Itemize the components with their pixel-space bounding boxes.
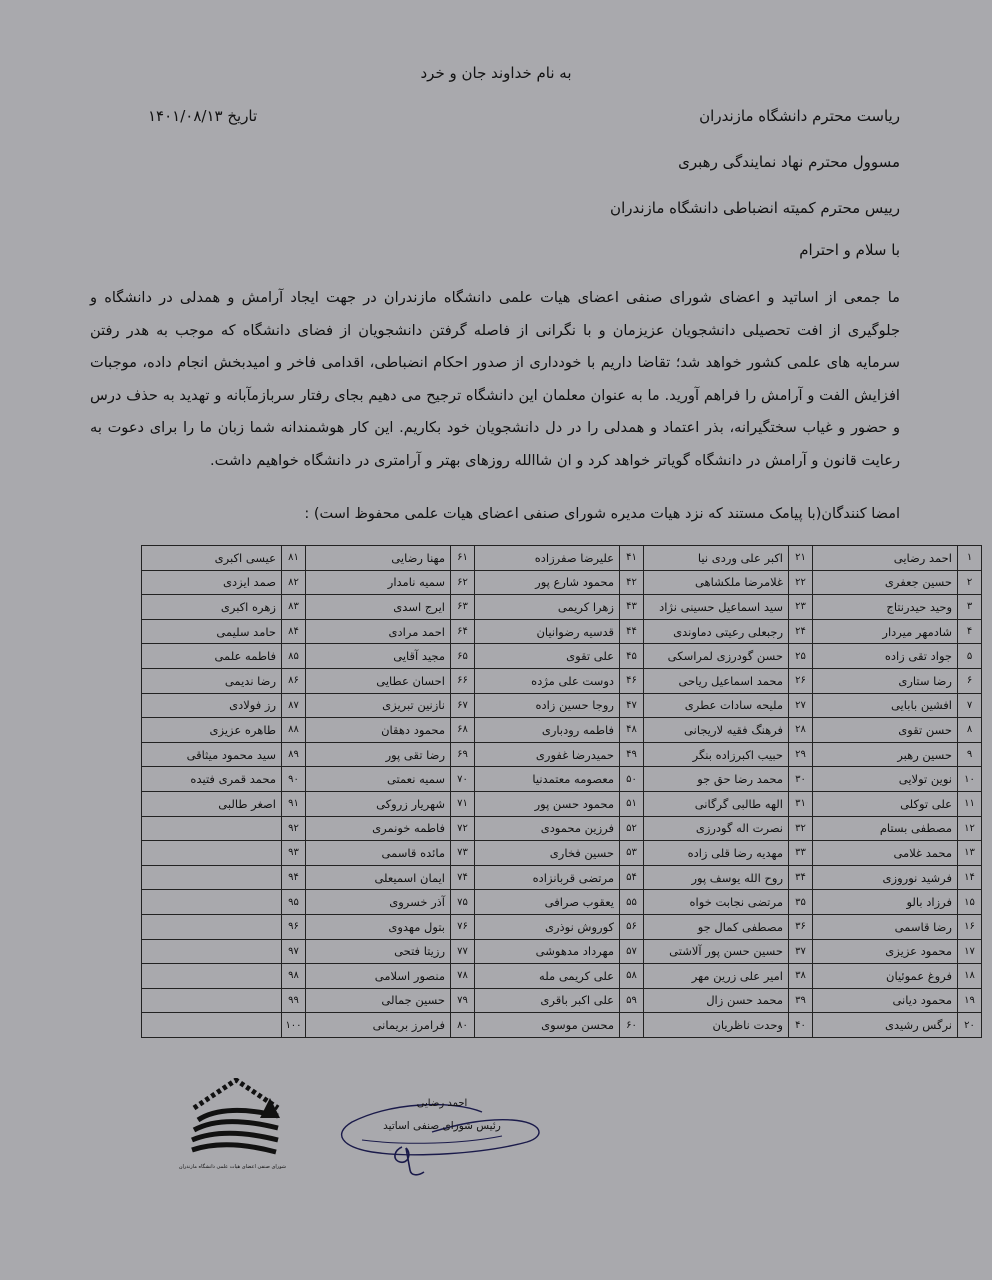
signer-name-cell: فاطمه خونمری xyxy=(306,816,451,841)
row-number-cell: ۶۱ xyxy=(451,546,475,571)
signer-name-cell: فرامرز بریمانی xyxy=(306,1013,451,1038)
row-number-cell: ۸۷ xyxy=(282,693,306,718)
signer-name-cell: زهرا کریمی xyxy=(475,595,620,620)
signer-name-cell: عیسی اکبری xyxy=(142,546,282,571)
row-number-cell: ۹۷ xyxy=(282,939,306,964)
row-number-cell: ۱۵ xyxy=(958,890,982,915)
row-number-cell: ۳۸ xyxy=(789,964,813,989)
row-number-cell: ۷۹ xyxy=(451,988,475,1013)
row-number-cell: ۲۳ xyxy=(789,595,813,620)
letter-date: تاریخ ۱۴۰۱/۰۸/۱۳ xyxy=(148,107,258,125)
table-row xyxy=(142,767,982,792)
signer-name-cell: افشین بابایی xyxy=(813,693,958,718)
signer-name-cell: حسن تقوی xyxy=(813,718,958,743)
row-number-cell: ۱۹ xyxy=(958,988,982,1013)
row-number-cell: ۴۸ xyxy=(620,718,644,743)
table-row xyxy=(142,546,982,571)
row-number-cell: ۶۵ xyxy=(451,644,475,669)
signer-name-cell xyxy=(142,964,282,989)
row-number-cell: ۳۶ xyxy=(789,914,813,939)
signer-name-cell: رجبعلی رعیتی دماوندی xyxy=(644,619,789,644)
row-number-cell: ۷۳ xyxy=(451,841,475,866)
signer-name-cell: رضا ندیمی xyxy=(142,668,282,693)
row-number-cell: ۸۳ xyxy=(282,595,306,620)
row-number-cell: ۱۰۰ xyxy=(282,1013,306,1038)
signer-name-cell: سید اسماعیل حسینی نژاد xyxy=(644,595,789,620)
row-number-cell: ۸۹ xyxy=(282,742,306,767)
signer-name-cell: فاطمه علمی xyxy=(142,644,282,669)
signer-name-cell: محمد اسماعیل ریاحی xyxy=(644,668,789,693)
row-number-cell: ۳۰ xyxy=(789,767,813,792)
row-number-cell: ۳۷ xyxy=(789,939,813,964)
row-number-cell: ۷۱ xyxy=(451,791,475,816)
row-number-cell: ۱۷ xyxy=(958,939,982,964)
signer-name-cell: معصومه معتمدنیا xyxy=(475,767,620,792)
table-row xyxy=(142,619,982,644)
signer-name-cell xyxy=(142,841,282,866)
table-row xyxy=(142,841,982,866)
signer-name-cell: قدسیه رضوانیان xyxy=(475,619,620,644)
row-number-cell: ۵۹ xyxy=(620,988,644,1013)
signer-name-cell: رضا ستاری xyxy=(813,668,958,693)
row-number-cell: ۳۹ xyxy=(789,988,813,1013)
row-number-cell: ۶۶ xyxy=(451,668,475,693)
row-number-cell: ۲۸ xyxy=(789,718,813,743)
row-number-cell: ۴۷ xyxy=(620,693,644,718)
row-number-cell: ۶۳ xyxy=(451,595,475,620)
row-number-cell: ۸۰ xyxy=(451,1013,475,1038)
signer-name-cell: نصرت اله گودرزی xyxy=(644,816,789,841)
row-number-cell: ۳۳ xyxy=(789,841,813,866)
signer-name-cell: علی تقوی xyxy=(475,644,620,669)
row-number-cell: ۶۷ xyxy=(451,693,475,718)
signer-name-cell: احمد مرادی xyxy=(306,619,451,644)
signer-name-cell: محمود شارع پور xyxy=(475,570,620,595)
row-number-cell: ۵۵ xyxy=(620,890,644,915)
row-number-cell: ۹ xyxy=(958,742,982,767)
signer-name-cell xyxy=(142,1013,282,1038)
signer-name-cell: مجید آقایی xyxy=(306,644,451,669)
signer-name-cell: روجا حسین زاده xyxy=(475,693,620,718)
signer-name-cell: صمد ایزدی xyxy=(142,570,282,595)
signer-name-cell: مرتضی قربانزاده xyxy=(475,865,620,890)
signer-name-cell: طاهره عزیزی xyxy=(142,718,282,743)
row-number-cell: ۹۴ xyxy=(282,865,306,890)
signer-name-cell: محمد غلامی xyxy=(813,841,958,866)
row-number-cell: ۹۲ xyxy=(282,816,306,841)
signer-name-cell: جواد تقی زاده xyxy=(813,644,958,669)
signer-name-cell: روح الله یوسف پور xyxy=(644,865,789,890)
signer-name-cell: مصطفی بستام xyxy=(813,816,958,841)
signer-name-cell: الهه طالبی گرگانی xyxy=(644,791,789,816)
signer-name-cell: حسین جعفری xyxy=(813,570,958,595)
letter-heading: به نام خداوند جان و خرد xyxy=(420,64,572,82)
letter-body: ما جمعی از اساتید و اعضای شورای صنفی اعضای هیات علمی دانشگاه مازندران در جهت ایجاد آرامش و همدلی در دانشگاه و جلوگیری از افت تحصیلی دانشجویان عزیزمان و با نگرانی از فاصله گرفتن دانشجویان از فضای دانشگاه که موجب به هدر رفتن سرمایه های علمی کشور خواهد شد؛ تقاضا داریم با خودداری از صدور احکام انضباطی، اقدامی فاخر و امیدبخش انجام داده، موجبات افزایش الفت و آرامش را فراهم آورید. ما به عنوان معلمان این دانشگاه ترجیح می دهیم بجای رفتار سربازمآبانه و تهدید به حذف درس و حضور و غیاب سختگیرانه، بذر اعتماد و همدلی را در دل دانشجویان خود بکاریم. این کار هوشمندانه شما زبان ما را برای دعوت به رعایت قانون و آرامش در دانشگاه گویاتر خواهد کرد و ان شاالله روزهای بهتر و آرامتری در دانشگاه خواهیم داشت. xyxy=(90,289,900,469)
signer-name-cell: فرزاد بالو xyxy=(813,890,958,915)
signer-name-cell: فاطمه رودباری xyxy=(475,718,620,743)
signer-name-cell xyxy=(142,939,282,964)
row-number-cell: ۴۳ xyxy=(620,595,644,620)
row-number-cell: ۴۴ xyxy=(620,619,644,644)
logo-caption: شورای صنفی اعضای هیات علمی دانشگاه مازندران xyxy=(178,1164,286,1170)
table-row xyxy=(142,964,982,989)
row-number-cell: ۷۵ xyxy=(451,890,475,915)
signers-title: امضا کنندگان(با پیامک مستند که نزد هیات مدیره شورای صنفی اعضای هیات علمی محفوظ است) : xyxy=(304,506,900,522)
row-number-cell: ۴۶ xyxy=(620,668,644,693)
signer-name-cell: مائده قاسمی xyxy=(306,841,451,866)
row-number-cell: ۶۹ xyxy=(451,742,475,767)
signer-name-cell: رضا تقی پور xyxy=(306,742,451,767)
row-number-cell: ۱ xyxy=(958,546,982,571)
signer-name-cell: محمود دهقان xyxy=(306,718,451,743)
row-number-cell: ۸۸ xyxy=(282,718,306,743)
signer-name-cell: وحید حیدرنتاج xyxy=(813,595,958,620)
signer-name-cell: منصور اسلامی xyxy=(306,964,451,989)
recipient-line: ریاست محترم دانشگاه مازندران xyxy=(699,107,900,125)
signer-name-cell: نازنین تبریزی xyxy=(306,693,451,718)
row-number-cell: ۹۶ xyxy=(282,914,306,939)
row-number-cell: ۳۱ xyxy=(789,791,813,816)
signer-name-cell: دوست علی مژده xyxy=(475,668,620,693)
row-number-cell: ۵۳ xyxy=(620,841,644,866)
row-number-cell: ۳۵ xyxy=(789,890,813,915)
row-number-cell: ۷۴ xyxy=(451,865,475,890)
row-number-cell: ۴۱ xyxy=(620,546,644,571)
recipients-block xyxy=(140,104,900,242)
row-number-cell: ۳۲ xyxy=(789,816,813,841)
signer-name-cell: رز فولادی xyxy=(142,693,282,718)
row-number-cell: ۴۹ xyxy=(620,742,644,767)
signer-name-cell: حسین رهبر xyxy=(813,742,958,767)
signer-name-cell: بتول مهدوی xyxy=(306,914,451,939)
signer-name-cell: مهرداد مدهوشی xyxy=(475,939,620,964)
table-row xyxy=(142,988,982,1013)
signer-name-cell: سمیه نامدار xyxy=(306,570,451,595)
signer-name-cell xyxy=(142,865,282,890)
signer-name-cell: محمود دیانی xyxy=(813,988,958,1013)
signer-name-cell: مرتضی نجابت خواه xyxy=(644,890,789,915)
signer-name-cell: غلامرضا ملکشاهی xyxy=(644,570,789,595)
row-number-cell: ۵۴ xyxy=(620,865,644,890)
signer-name-cell: علی کریمی مله xyxy=(475,964,620,989)
row-number-cell: ۳۴ xyxy=(789,865,813,890)
table-row xyxy=(142,644,982,669)
table-row xyxy=(142,816,982,841)
row-number-cell: ۱۸ xyxy=(958,964,982,989)
row-number-cell: ۵۱ xyxy=(620,791,644,816)
signer-name-cell: سمیه نعمتی xyxy=(306,767,451,792)
signer-name-cell: نرگس رشیدی xyxy=(813,1013,958,1038)
signer-name-cell xyxy=(142,890,282,915)
signer-name-cell: علیرضا صفرزاده xyxy=(475,546,620,571)
row-number-cell: ۲۵ xyxy=(789,644,813,669)
signer-name-cell: شادمهر میردار xyxy=(813,619,958,644)
table-row xyxy=(142,718,982,743)
table-row xyxy=(142,791,982,816)
signer-name-cell: آذر خسروی xyxy=(306,890,451,915)
signer-name-cell: مصطفی کمال جو xyxy=(644,914,789,939)
signer-name-cell: کوروش نوذری xyxy=(475,914,620,939)
signer-name-cell: مهدیه رضا قلی زاده xyxy=(644,841,789,866)
signer-name-cell: رزیتا فتحی xyxy=(306,939,451,964)
signer-name-cell: ملیحه سادات عطری xyxy=(644,693,789,718)
row-number-cell: ۵ xyxy=(958,644,982,669)
table-row xyxy=(142,890,982,915)
row-number-cell: ۹۳ xyxy=(282,841,306,866)
row-number-cell: ۲۰ xyxy=(958,1013,982,1038)
signer-title: رئیس شورای صنفی اساتید xyxy=(383,1120,501,1132)
signer-name-cell: علی توکلی xyxy=(813,791,958,816)
signer-name-cell: رضا قاسمی xyxy=(813,914,958,939)
row-number-cell: ۴۵ xyxy=(620,644,644,669)
signer-name-cell: محمد قمری فتیده xyxy=(142,767,282,792)
row-number-cell: ۹۰ xyxy=(282,767,306,792)
row-number-cell: ۷۶ xyxy=(451,914,475,939)
row-number-cell: ۱۱ xyxy=(958,791,982,816)
row-number-cell: ۵۷ xyxy=(620,939,644,964)
row-number-cell: ۶۸ xyxy=(451,718,475,743)
row-number-cell: ۹۹ xyxy=(282,988,306,1013)
signer-name-cell: نوین تولایی xyxy=(813,767,958,792)
signer-name-cell: محمود حسن پور xyxy=(475,791,620,816)
signer-name-cell: زهره اکبری xyxy=(142,595,282,620)
signer-name-cell xyxy=(142,816,282,841)
signer-name-cell: اصغر طالبی xyxy=(142,791,282,816)
table-row xyxy=(142,939,982,964)
signer-name-cell: محمود عزیزی xyxy=(813,939,958,964)
signer-name-cell: محمد حسن زال xyxy=(644,988,789,1013)
table-row xyxy=(142,668,982,693)
row-number-cell: ۹۸ xyxy=(282,964,306,989)
row-number-cell: ۲۹ xyxy=(789,742,813,767)
row-number-cell: ۲ xyxy=(958,570,982,595)
row-number-cell: ۵۸ xyxy=(620,964,644,989)
signer-name-cell: فرزین محمودی xyxy=(475,816,620,841)
signer-name-cell xyxy=(142,988,282,1013)
row-number-cell: ۱۴ xyxy=(958,865,982,890)
signer-name-cell: حبیب اکبرزاده بنگر xyxy=(644,742,789,767)
signer-name-cell: حامد سلیمی xyxy=(142,619,282,644)
signer-name-cell: مهنا رضایی xyxy=(306,546,451,571)
signer-name-cell: اکبر علی وردی نیا xyxy=(644,546,789,571)
row-number-cell: ۶۲ xyxy=(451,570,475,595)
row-number-cell: ۳ xyxy=(958,595,982,620)
row-number-cell: ۱۳ xyxy=(958,841,982,866)
row-number-cell: ۴ xyxy=(958,619,982,644)
row-number-cell: ۵۰ xyxy=(620,767,644,792)
row-number-cell: ۵۲ xyxy=(620,816,644,841)
signer-name-cell: امیر علی زرین مهر xyxy=(644,964,789,989)
row-number-cell: ۱۰ xyxy=(958,767,982,792)
row-number-cell: ۲۴ xyxy=(789,619,813,644)
signer-name-cell: فروغ عموئیان xyxy=(813,964,958,989)
table-row xyxy=(142,865,982,890)
row-number-cell: ۲۱ xyxy=(789,546,813,571)
row-number-cell: ۷۸ xyxy=(451,964,475,989)
signer-name-cell xyxy=(142,914,282,939)
signer-name-cell: حمیدرضا غفوری xyxy=(475,742,620,767)
table-row xyxy=(142,1013,982,1038)
signer-name-cell: حسین جمالی xyxy=(306,988,451,1013)
signer-name-cell: علی اکبر باقری xyxy=(475,988,620,1013)
row-number-cell: ۱۶ xyxy=(958,914,982,939)
row-number-cell: ۷ xyxy=(958,693,982,718)
signer-name-cell: سید محمود میثاقی xyxy=(142,742,282,767)
signer-name-cell: فرشید نوروزی xyxy=(813,865,958,890)
signer-name-cell: احمد رضایی xyxy=(813,546,958,571)
row-number-cell: ۶۴ xyxy=(451,619,475,644)
signer-name-cell: فرهنگ فقیه لاریجانی xyxy=(644,718,789,743)
row-number-cell: ۷۷ xyxy=(451,939,475,964)
table-row xyxy=(142,914,982,939)
row-number-cell: ۵۶ xyxy=(620,914,644,939)
signer-name-cell: محسن موسوی xyxy=(475,1013,620,1038)
signer-name-cell: شهریار زروکی xyxy=(306,791,451,816)
row-number-cell: ۸۲ xyxy=(282,570,306,595)
signer-name-cell: محمد رضا حق جو xyxy=(644,767,789,792)
recipient-line: رییس محترم کمیته انضباطی دانشگاه مازندران xyxy=(610,199,900,217)
signer-name: احمد رضایی xyxy=(416,1098,468,1109)
row-number-cell: ۸۶ xyxy=(282,668,306,693)
row-number-cell: ۶ xyxy=(958,668,982,693)
signer-name-cell: حسن گودرزی لمراسکی xyxy=(644,644,789,669)
signer-name-cell: ایمان اسمیعلی xyxy=(306,865,451,890)
row-number-cell: ۹۵ xyxy=(282,890,306,915)
signers-table xyxy=(141,545,982,1038)
row-number-cell: ۸ xyxy=(958,718,982,743)
table-row xyxy=(142,742,982,767)
signer-name-cell: حسین حسن پور آلاشتی xyxy=(644,939,789,964)
signer-name-cell: وحدت ناظریان xyxy=(644,1013,789,1038)
row-number-cell: ۸۴ xyxy=(282,619,306,644)
union-logo xyxy=(178,1078,286,1178)
signer-name-cell: احسان عطایی xyxy=(306,668,451,693)
row-number-cell: ۶۰ xyxy=(620,1013,644,1038)
table-row xyxy=(142,595,982,620)
row-number-cell: ۷۰ xyxy=(451,767,475,792)
signer-name-cell: حسین فخاری xyxy=(475,841,620,866)
row-number-cell: ۸۵ xyxy=(282,644,306,669)
signer-name-cell: ایرج اسدی xyxy=(306,595,451,620)
row-number-cell: ۲۲ xyxy=(789,570,813,595)
row-number-cell: ۲۷ xyxy=(789,693,813,718)
row-number-cell: ۱۲ xyxy=(958,816,982,841)
signer-name-cell: یعقوب صرافی xyxy=(475,890,620,915)
row-number-cell: ۷۲ xyxy=(451,816,475,841)
row-number-cell: ۲۶ xyxy=(789,668,813,693)
recipient-line: مسوول محترم نهاد نمایندگی رهبری xyxy=(678,153,900,171)
signature xyxy=(332,1092,552,1187)
table-row xyxy=(142,570,982,595)
row-number-cell: ۹۱ xyxy=(282,791,306,816)
greeting: با سلام و احترام xyxy=(799,241,900,259)
row-number-cell: ۴۲ xyxy=(620,570,644,595)
row-number-cell: ۸۱ xyxy=(282,546,306,571)
union-logo-icon xyxy=(186,1078,286,1164)
table-row xyxy=(142,693,982,718)
row-number-cell: ۴۰ xyxy=(789,1013,813,1038)
